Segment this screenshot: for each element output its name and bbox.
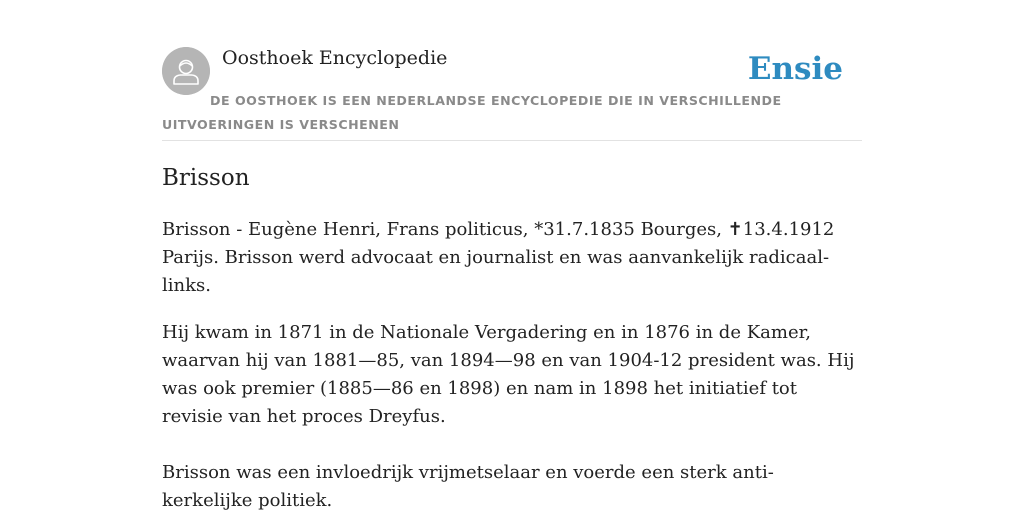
article-paragraph: Brisson - Eugène Henri, Frans politicus, *31.7.1835 Bourges, ✝13.4.1912 Parijs. Brisson werd advocaat en journalist en was aanvankelijk radicaal-links. [162, 219, 835, 296]
source-name[interactable]: Oosthoek Encyclopedie [222, 47, 448, 69]
article-body [162, 216, 862, 512]
source-description: DE OOSTHOEK IS EEN NEDERLANDSE ENCYCLOPEDIE DIE IN VERSCHILLENDE UITVOERINGEN IS VERSCHENEN [162, 93, 782, 132]
article-paragraph: Brisson was een invloedrijk vrijmetselaar en voerde een sterk anti-kerkelijke politiek. [162, 462, 774, 511]
ensie-logo[interactable]: Ensie [747, 51, 843, 87]
article-title: Brisson [162, 165, 250, 191]
article-paragraph: Hij kwam in 1871 in de Nationale Vergadering en in 1876 in de Kamer, waarvan hij van 1881—85, van 1894—98 en van 1904-12 president was. Hij was ook premier (1885—86 en 1898) en nam in 1898 het initiatief tot revisie van het proces Dreyfus. [162, 322, 855, 427]
user-icon[interactable] [162, 47, 210, 95]
source-header [162, 46, 862, 141]
